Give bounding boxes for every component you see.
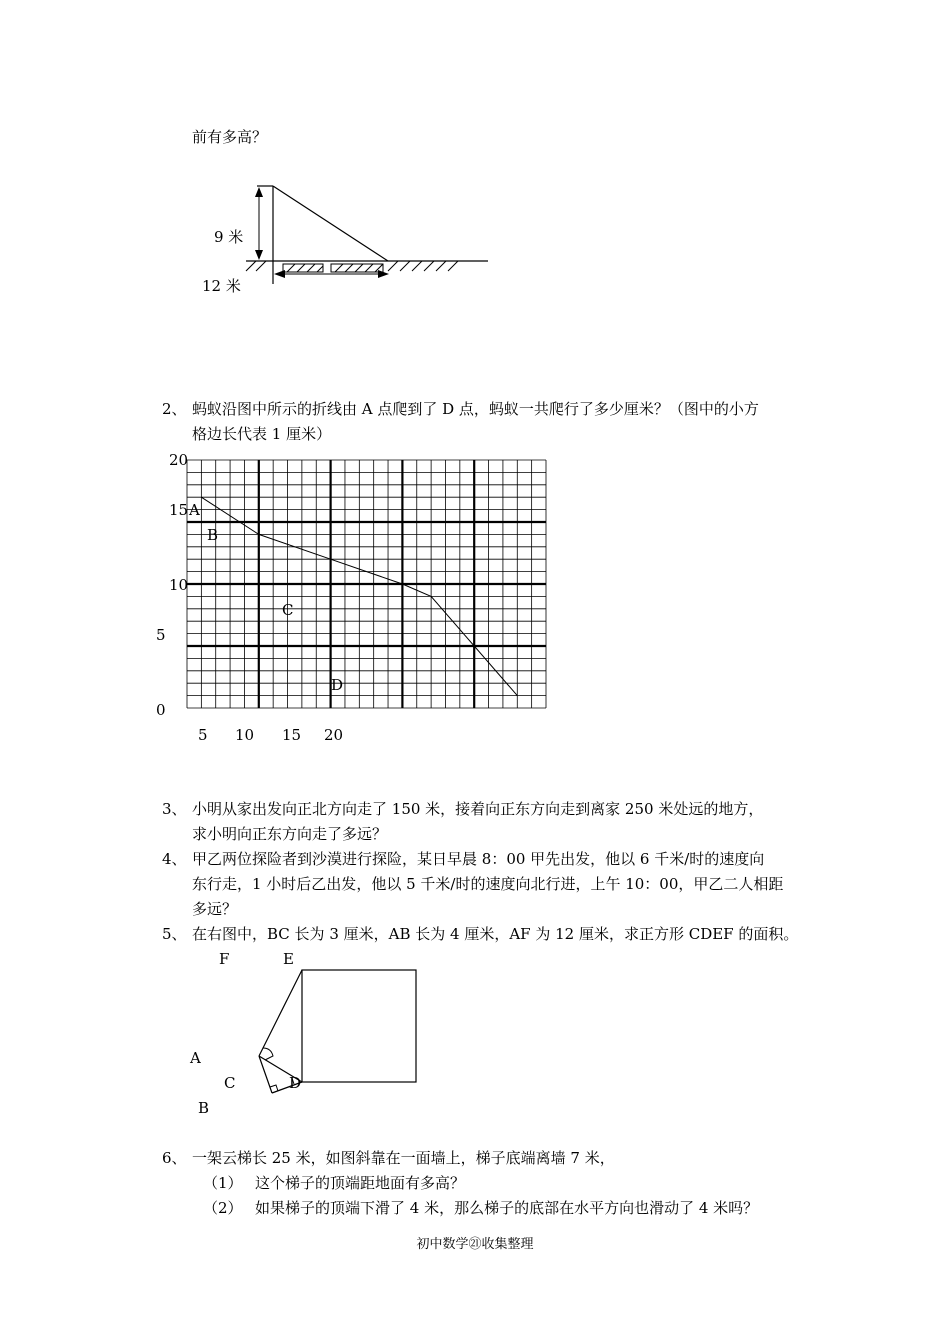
intro-text: 前有多高？ [192,128,268,146]
q6-sub2-number: （2） [203,1199,243,1217]
y-tick-label: 20 [169,451,189,469]
x-tick-label: 5 [198,726,208,744]
page-footer: 初中数学㉑收集整理 [416,1237,534,1252]
point-label-c: C [282,601,294,619]
q2-line1: 蚂蚁沿图中所示的折线由 A 点爬到了 D 点，蚂蚁一共爬行了多少厘米？（图中的小方 [192,400,759,418]
q6-line1: 一架云梯长 25 米，如图斜靠在一面墙上，梯子底端离墙 7 米， [192,1149,615,1167]
label-c: C [224,1074,236,1092]
q6-number: 6、 [162,1149,187,1167]
y-tick-label: 0 [156,701,166,719]
q2-line2: 格边长代表 1 厘米） [192,425,332,443]
label-d: D [289,1074,302,1092]
x-tick-label: 10 [235,726,255,744]
x-tick-label: 15 [282,726,302,744]
q5-line1: 在右图中，BC 长为 3 厘米，AB 长为 4 厘米，AF 为 12 厘米，求正方形 CDEF 的面积。 [192,925,799,943]
q3-number: 3、 [162,800,187,818]
y-tick-label: 10 [169,576,189,594]
base-label: 12 米 [202,277,241,295]
q6-sub2: 如果梯子的顶端下滑了 4 米，那么梯子的底部在水平方向也滑动了 4 米吗？ [255,1199,759,1217]
label-f: F [219,950,230,968]
q4-line2: 东行走，1 小时后乙出发，他以 5 千米/时的速度向北行进，上午 10：00，甲乙二人相距 [192,875,784,893]
x-tick-label: 20 [324,726,344,744]
q3-line1: 小明从家出发向正北方向走了 150 米，接着向正东方向走到离家 250 米处远的地方， [192,800,764,818]
q4-number: 4、 [162,850,187,868]
point-label-a: A [189,501,200,519]
q5-number: 5、 [162,925,187,943]
q2-number: 2、 [162,400,187,418]
height-label: 9 米 [214,228,244,246]
q3-line2: 求小明向正东方向走了多远？ [192,825,388,843]
point-label-b: B [207,526,219,544]
point-label-d: D [331,676,344,694]
y-tick-label: 15 [169,501,189,519]
label-e: E [283,950,294,968]
q4-line1: 甲乙两位探险者到沙漠进行探险，某日早晨 8：00 甲先出发，他以 6 千米/时的速度向 [192,850,765,868]
q6-sub1-number: （1） [203,1174,243,1192]
label-b: B [198,1099,210,1117]
q6-sub1: 这个梯子的顶端距地面有多高？ [255,1174,466,1192]
y-tick-label: 5 [156,626,166,644]
label-a: A [190,1049,201,1067]
q4-line3: 多远？ [192,900,238,918]
